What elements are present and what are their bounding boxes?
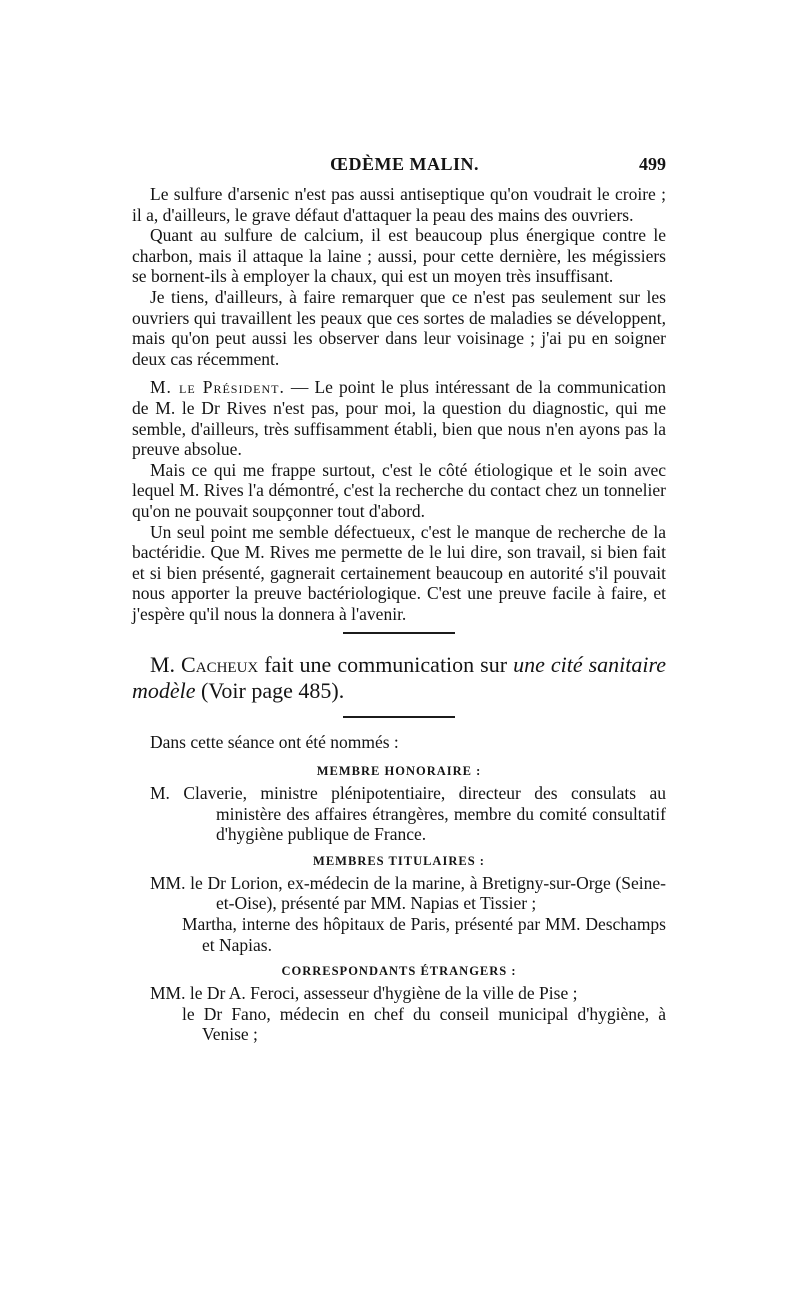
communication-text-before: fait une communication sur [258,652,514,678]
running-header [132,154,666,178]
page-number: 499 [639,154,666,174]
honoraire-heading: MEMBRE HONORAIRE : [316,764,482,779]
communication-text-after: (Voir page 485). [195,678,345,704]
titulaires-entry: Martha, interne des hôpitaux de Paris, présenté par MM. Deschamps et Napias. [182,914,666,955]
communication-paragraph [132,652,666,704]
speaker-name: M. le Président. [150,377,285,398]
communication-title: une cité sanitaire modèle [132,652,666,704]
paragraph-arsenic: Le sulfure d'arsenic n'est pas aussi antiseptique qu'on voudrait le croire ; il a, d'ailleurs, le grave défaut d'attaquer la peau des mains des ouvriers. [132,184,666,225]
paragraph-bacteridie: Un seul point me semble défectueux, c'est le manque de recherche de la bactéridie. Que M. Rives me permette de le lui dire, son travail, si bien fait et si bien présenté, gagnerait certainement beaucoup en autorité s'il pouvait nous apporter la preuve bactériologique. C'est une preuve facile à faire, et j'espère qu'il nous la donnera à l'avenir. [132,521,666,624]
page-body [132,184,666,1045]
communication-speaker: M. Cacheux [150,652,259,678]
section-divider [343,716,455,718]
paragraph-calcium: Quant au sulfure de calcium, il est beaucoup plus énergique contre le charbon, mais il attaque la laine ; aussi, pour cette dernière, les mégissiers se bornent-ils à employer la chaux, qui est un moyen très insuffisant. [132,225,666,287]
section-divider [343,632,455,634]
paragraph-voisinage: Je tiens, d'ailleurs, à faire remarquer que ce n'est pas seulement sur les ouvriers qui travaillent les peaux que ces sortes de maladies se développent, mais qu'on peut aussi les observer dans leur voisinage ; j'ai pu en soigner deux cas récemment. [132,286,666,369]
paragraph-etiologie: Mais ce qui me frappe surtout, c'est le côté étiologique et le soin avec lequel M. Rives l'a démontré, c'est la recherche du contact chez un tonnelier qu'on ne pouvait soupçonner tout d'abord. [132,459,666,521]
titulaires-heading: MEMBRES TITULAIRES : [313,853,485,868]
titulaires-entry: MM. le Dr Lorion, ex-médecin de la marine, à Bretigny-sur-Orge (Seine-et-Oise), présenté par MM. Napias et Tissier ; [150,872,666,914]
honoraire-entry: M. Claverie, ministre plénipotentiaire, directeur des consulats au ministère des affaires étrangères, membre du comité consultatif d'hygiène publique de France. [150,783,666,845]
paragraph-president-text: — Le point le plus intéressant de la communication de M. le Dr Rives n'est pas, pour moi, la question du diagnostic, qui me semble, d'ailleurs, très suffisamment établi, bien que nous n'en ayons pas la preuve absolue. [132,377,666,460]
paragraph-president [132,377,666,459]
etrangers-entry: MM. le Dr A. Feroci, assesseur d'hygiène de la ville de Pise ; [150,983,578,1004]
nominations-intro: Dans cette séance ont été nommés : [150,732,399,753]
etrangers-entry: le Dr Fano, médecin en chef du conseil municipal d'hygiène, à Venise ; [182,1003,666,1045]
etrangers-heading: CORRESPONDANTS ÉTRANGERS : [281,964,517,979]
running-title: ŒDÈME MALIN. [330,154,479,174]
